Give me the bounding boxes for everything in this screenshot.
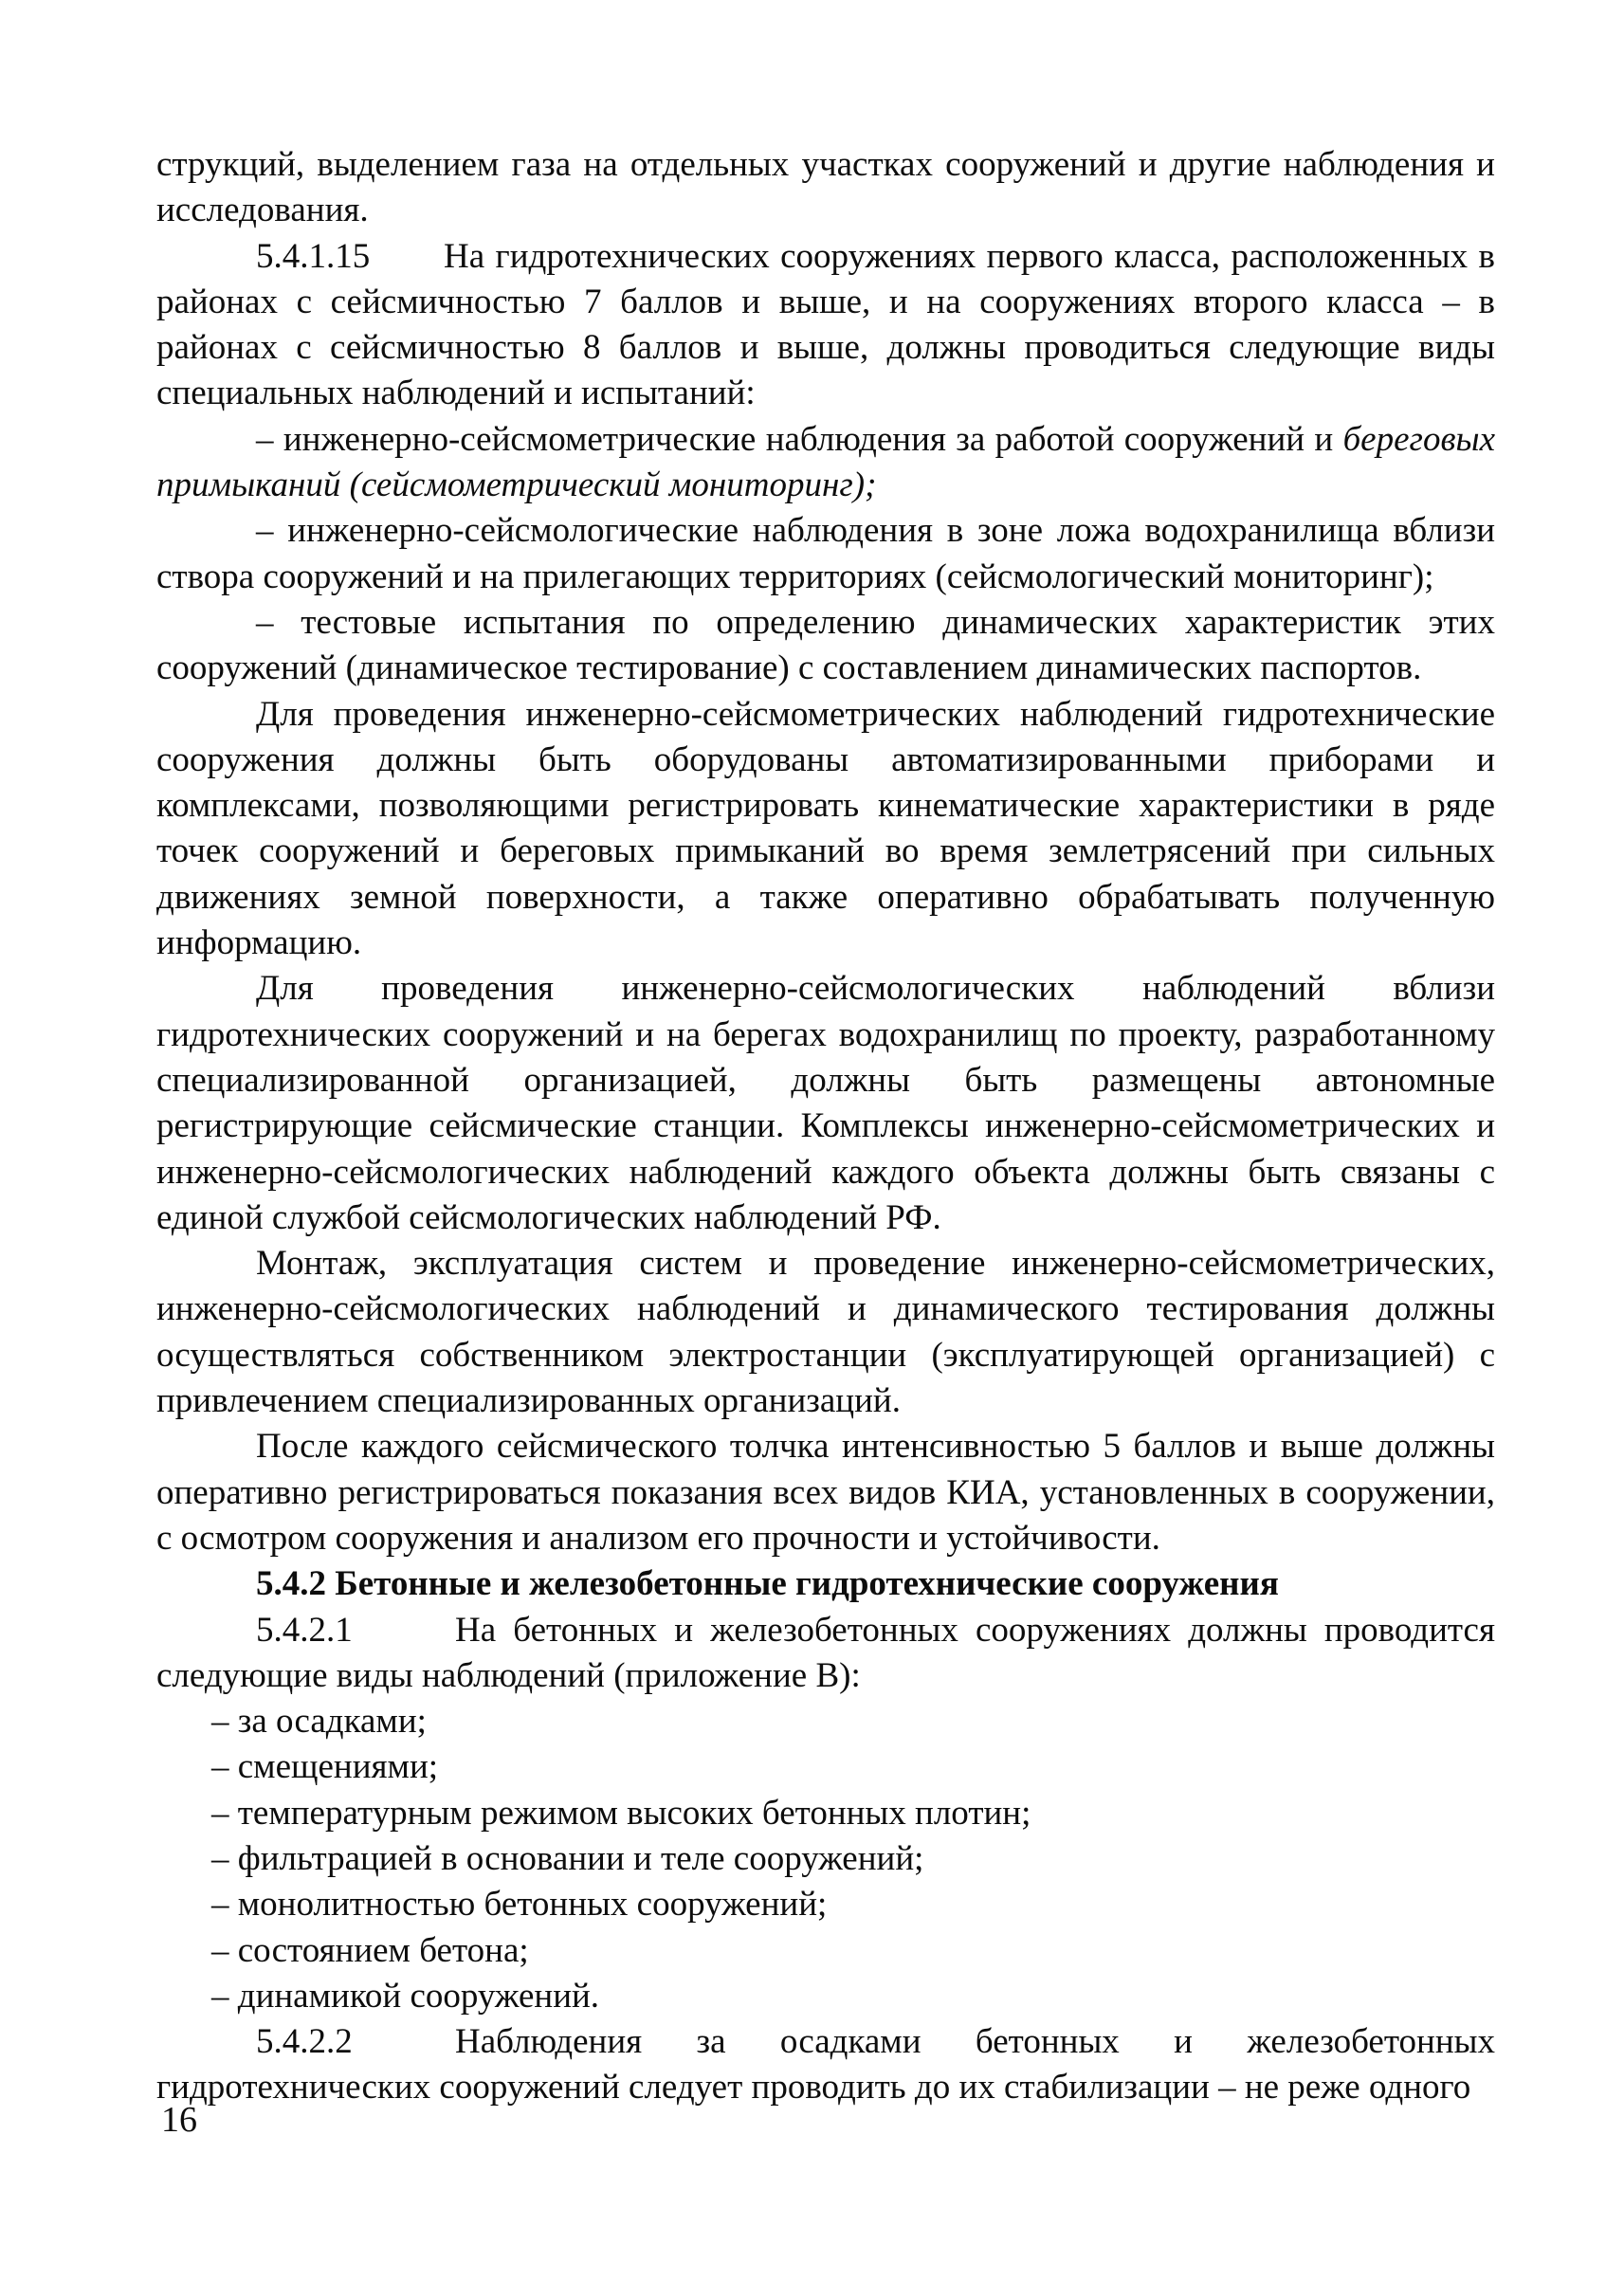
page-number: 16	[161, 2100, 197, 2140]
paragraph-after-shock: После каждого сейсмического толчка интенсивностью 5 баллов и выше должны оперативно регистрироваться показания всех видов КИА, установленных в сооружении, с осмотром сооружения и анализом его прочности и устойчивости.	[156, 1427, 1495, 1558]
section-heading-5-4-2: 5.4.2 Бетонные и железобетонные гидротехнические сооружения	[256, 1564, 1279, 1604]
list-item: – динамикой сооружений.	[211, 1976, 600, 2016]
list-item-dynamic-testing: – тестовые испытания по определению динамических характеристик этих сооружений (динамическое тестирование) с составлением динамических паспортов.	[156, 602, 1495, 688]
paragraph-installation: Монтаж, эксплуатация систем и проведение инженерно-сейсмометрических, инженерно-сейсмологических наблюдений и динамического тестирования должны осуществляться собственником электростанции (эксплуатирующей организацией) с привлечением специализированных организаций.	[156, 1244, 1495, 1421]
list-item: – монолитностью бетонных сооружений;	[211, 1885, 828, 1925]
paragraph-seismologic-stations: Для проведения инженерно-сейсмологических наблюдений вблизи гидротехнических сооружений и на берегах водохранилищ по проекту, разработанному специализированной организацией, должны быть размещены автономные регистрирующие сейсмические станции. Комплексы инженерно-сейсмометрических и инженерно-сейсмологических наблюдений каждого объекта должны быть связаны с единой службой сейсмологических наблюдений РФ.	[156, 969, 1495, 1237]
paragraph-intro: струкций, выделением газа на отдельных участках сооружений и другие наблюдения и исследования.	[156, 145, 1495, 230]
paragraph-seismometric-equipment: Для проведения инженерно-сейсмометрических наблюдений гидротехнические сооружения должны быть оборудованы автоматизированными приборами и комплексами, позволяющими регистрировать кинематические характеристики в ряде точек сооружений и береговых примыканий во время землетрясений при сильных движениях земной поверхности, а также оперативно обрабатывать полученную информацию.	[156, 694, 1495, 963]
list-item-text: – инженерно-сейсмометрические наблюдения за работой сооружений и	[256, 419, 1343, 459]
list-item: – за осадками;	[211, 1702, 427, 1742]
clause-text: На гидротехнических сооружениях первого класса, расположенных в районах с сейсмичностью 7 баллов и выше, и на сооружениях второго класса – в районах с сейсмичностью 8 баллов и выше, должны проводиться следующие виды специальных наблюдений и испытаний:	[156, 236, 1495, 413]
list-item: – температурным режимом высоких бетонных плотин;	[211, 1793, 1031, 1833]
list-item: – состоянием бетона;	[211, 1930, 529, 1970]
clause-5-4-2-2	[156, 2019, 1495, 2111]
list-item-seismometric	[156, 417, 1495, 509]
list-item: – смещениями;	[211, 1747, 439, 1787]
page-body	[156, 142, 1495, 2111]
clause-5-4-1-15	[156, 234, 1495, 417]
clause-text: На бетонных и железобетонных сооружениях должны проводится следующие виды наблюдений (приложение В):	[156, 1610, 1495, 1695]
clause-text: Наблюдения за осадками бетонных и железобетонных гидротехнических сооружений следует проводить до их стабилизации – не реже одного	[156, 2022, 1495, 2108]
clause-number: 5.4.2.1	[256, 1610, 353, 1650]
list-item: – фильтрацией в основании и теле сооружений;	[211, 1838, 924, 1878]
list-item-seismologic: – инженерно-сейсмологические наблюдения в зоне ложа водохранилища вблизи створа сооружений и на прилегающих территориях (сейсмологический мониторинг);	[156, 511, 1495, 596]
clause-number: 5.4.2.2	[256, 2022, 353, 2062]
list-item-italic-text: береговых примыканий (сейсмометрический мониторинг);	[156, 419, 1495, 505]
clause-5-4-2-1	[156, 1608, 1495, 1700]
clause-number: 5.4.1.15	[256, 236, 371, 276]
